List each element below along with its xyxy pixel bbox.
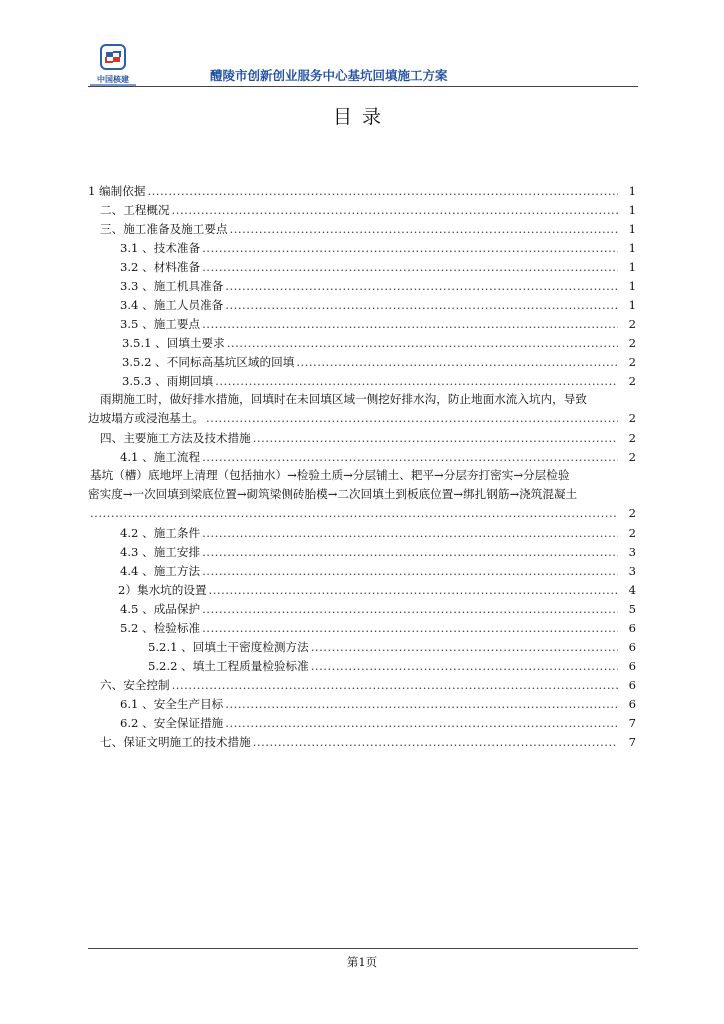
toc-page-number: 2 — [628, 450, 636, 464]
toc-entry[interactable] — [88, 448, 636, 466]
toc-entry[interactable] — [88, 201, 636, 219]
toc-entry[interactable] — [88, 676, 636, 694]
toc-entry[interactable] — [88, 315, 636, 333]
toc-entry-text: 3.5 、施工要点 — [120, 317, 201, 331]
toc-paragraph-entry[interactable] — [88, 390, 636, 409]
toc-entry[interactable] — [88, 581, 636, 599]
toc-entry-text: 2）集水坑的设置 — [118, 583, 207, 597]
toc-page-number: 2 — [628, 411, 636, 425]
toc-page-number: 4 — [628, 583, 636, 597]
toc-page-number: 1 — [628, 222, 636, 236]
toc-entry-text: 1 编制依据 — [88, 184, 146, 198]
toc-page-number: 6 — [628, 621, 636, 635]
toc-entry-text: 三、施工准备及施工要点 — [100, 222, 228, 236]
header-divider — [88, 86, 638, 87]
toc-entry[interactable] — [88, 695, 636, 713]
footer-divider — [88, 948, 638, 949]
toc-entry-text: 5.2.1 、回填土干密度检测方法 — [148, 640, 309, 654]
toc-page-number: 6 — [628, 678, 636, 692]
toc-entry-text: 4.1 、施工流程 — [120, 450, 201, 464]
logo-text: 中国核建 — [97, 75, 129, 84]
toc-entry[interactable] — [88, 220, 636, 238]
toc-page-number: 6 — [628, 640, 636, 654]
toc-entry-text: 密实度→一次回填到梁底位置→砌筑梁侧砖胎模→二次回填土到板底位置→绑扎钢筋→浇筑混凝土 — [88, 487, 578, 501]
toc-entry[interactable] — [88, 334, 636, 352]
toc-entry-text: 4.3 、施工安排 — [120, 545, 201, 559]
toc-entry-text: 四、主要施工方法及技术措施 — [100, 431, 251, 445]
toc-entry-text: 七、保证文明施工的技术措施 — [100, 735, 251, 749]
toc-entry[interactable] — [88, 429, 636, 447]
toc-entry[interactable] — [88, 239, 636, 257]
toc-entry[interactable] — [88, 619, 636, 637]
toc-entry[interactable] — [88, 657, 636, 675]
toc-entry[interactable] — [88, 600, 636, 618]
toc-entry-text: 3.1 、技术准备 — [120, 241, 201, 255]
toc-page-number: 1 — [628, 279, 636, 293]
toc-entry-text: 3.2 、材料准备 — [120, 260, 201, 274]
toc-entry-text: 3.5.1 、回填土要求 — [122, 336, 225, 350]
page-number-footer: 第1页 — [346, 955, 378, 969]
toc-page-number: 5 — [628, 602, 636, 616]
toc-entry[interactable] — [88, 733, 636, 751]
toc-page-number: 1 — [628, 241, 636, 255]
toc-page-number: 6 — [628, 659, 636, 673]
toc-page-number: 2 — [628, 336, 636, 350]
toc-entry[interactable] — [88, 296, 636, 314]
toc-entry[interactable] — [88, 562, 636, 580]
toc-entry-text: 3.3 、施工机具准备 — [120, 279, 224, 293]
toc-page-number: 3 — [628, 564, 636, 578]
toc-page-number: 3 — [628, 545, 636, 559]
toc-paragraph-entry[interactable] — [88, 485, 636, 504]
toc-page-number: 2 — [628, 431, 636, 445]
toc-entry[interactable] — [88, 638, 636, 656]
toc-entry-text: 边坡塌方或浸泡基土。 — [88, 411, 204, 425]
toc-entry-text: 六、安全控制 — [100, 678, 170, 692]
toc-entry-text: 3.4 、施工人员准备 — [120, 298, 224, 312]
toc-page-number: 1 — [628, 184, 636, 198]
toc-entry-continuation[interactable] — [88, 504, 636, 522]
toc-title: 目录 — [332, 106, 391, 128]
toc-entry-text: 6.2 、安全保证措施 — [120, 716, 224, 730]
toc-entry-text: 雨期施工时，做好排水措施，回填时在未回填区域一侧挖好排水沟，防止地面水流入坑内，导致 — [100, 392, 587, 406]
toc-page-number: 2 — [628, 317, 636, 331]
toc-page-number: 1 — [628, 203, 636, 217]
document-header-title: 醴陵市创新创业服务中心基坑回填施工方案 — [210, 68, 448, 83]
toc-entry[interactable] — [88, 543, 636, 561]
toc-entry-text: 5.2 、检验标准 — [120, 621, 201, 635]
toc-page-number: 2 — [628, 374, 636, 388]
toc-entry-text: 4.5 、成品保护 — [120, 602, 201, 616]
toc-paragraph-entry[interactable] — [88, 466, 636, 485]
toc-page-number: 1 — [628, 298, 636, 312]
toc-entry[interactable] — [88, 277, 636, 295]
toc-entry[interactable] — [88, 182, 636, 200]
toc-entry-text: 3.5.3 、雨期回填 — [122, 374, 214, 388]
toc-entry[interactable] — [88, 372, 636, 390]
toc-page-number: 6 — [628, 697, 636, 711]
toc-entry-text: 基坑（槽）底地坪上清理（包括抽水）→检验土质→分层铺土、耙平→分层夯打密实→分层检验 — [90, 468, 570, 482]
toc-entry-continuation[interactable] — [88, 409, 636, 427]
toc-entry-text: 二、工程概况 — [100, 203, 170, 217]
toc-entry-text: 5.2.2 、填土工程质量检验标准 — [148, 659, 309, 673]
toc-page-number: 7 — [628, 735, 636, 749]
toc-entry-text: 4.4 、施工方法 — [120, 564, 201, 578]
toc-entry-text: 3.5.2 、不同标高基坑区域的回填 — [122, 355, 295, 369]
toc-entry[interactable] — [88, 258, 636, 276]
toc-page-number: 1 — [628, 260, 636, 274]
logo-mark-icon — [100, 44, 126, 70]
toc-page-number: 2 — [628, 355, 636, 369]
toc-entry-text: 4.2 、施工条件 — [120, 526, 201, 540]
toc-page-number: 2 — [628, 506, 636, 520]
toc-entry[interactable] — [88, 524, 636, 542]
toc-entry[interactable] — [88, 714, 636, 732]
toc-page-number: 7 — [628, 716, 636, 730]
page-header — [88, 40, 638, 88]
toc-entry-text: 6.1 、安全生产目标 — [120, 697, 224, 711]
toc-page-number: 2 — [628, 526, 636, 540]
toc-entry[interactable] — [88, 353, 636, 371]
company-logo — [88, 44, 138, 88]
